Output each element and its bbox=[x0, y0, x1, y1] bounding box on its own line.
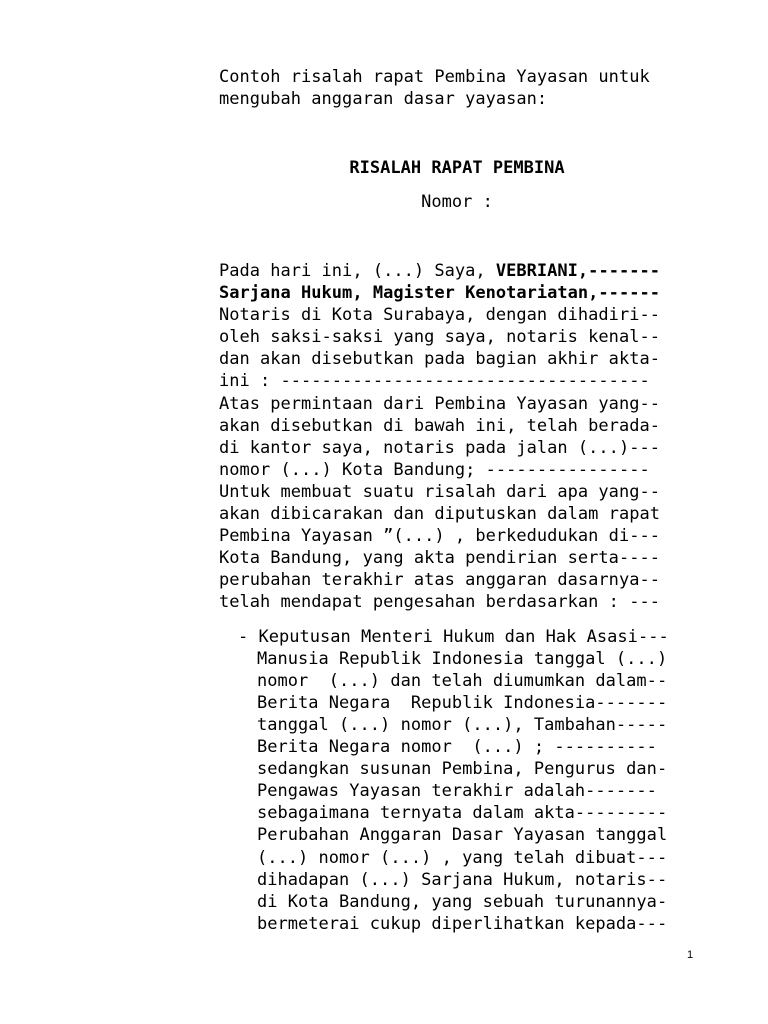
body-line: nomor (...) Kota Bandung; ---------------- bbox=[219, 460, 650, 480]
bullet-continuation: sedangkan susunan Pembina, Pengurus dan- bbox=[257, 759, 668, 779]
notary-name: VEBRIANI,------- bbox=[495, 261, 660, 281]
bullet-continuation: Berita Negara Republik Indonesia------- bbox=[257, 693, 668, 713]
bullet-continuation: Berita Negara nomor (...) ; ---------- bbox=[257, 737, 657, 757]
body-line: di kantor saya, notaris pada jalan (...)--- bbox=[219, 438, 660, 458]
body-line: Untuk membuat suatu risalah dari apa yang-- bbox=[219, 482, 660, 502]
body-line: perubahan terakhir atas anggaran dasarnya-- bbox=[219, 570, 660, 590]
bullet-continuation: (...) nomor (...) , yang telah dibuat--- bbox=[257, 848, 668, 868]
bullet-continuation: di Kota Bandung, yang sebuah turunannya- bbox=[257, 892, 668, 912]
bullet-continuation: sebagaimana ternyata dalam akta--------- bbox=[257, 803, 668, 823]
body-line: Pembina Yayasan ”(...) , berkedudukan di--- bbox=[219, 526, 660, 546]
page-number: 1 bbox=[687, 949, 694, 961]
document-title: RISALAH RAPAT PEMBINA bbox=[349, 158, 565, 178]
body-line: akan dibicarakan dan diputuskan dalam rapat bbox=[219, 504, 660, 524]
opening-text: Pada hari ini, (...) Saya, bbox=[219, 261, 496, 281]
body-line: Notaris di Kota Surabaya, dengan dihadiri-- bbox=[219, 305, 660, 325]
bullet-continuation: Pengawas Yayasan terakhir adalah------- bbox=[257, 781, 657, 801]
bullet-continuation: Perubahan Anggaran Dasar Yayasan tanggal bbox=[257, 825, 668, 845]
document-number: Nomor : bbox=[421, 192, 493, 212]
bullet-continuation: Manusia Republik Indonesia tanggal (...) bbox=[257, 649, 668, 669]
bullet-continuation: nomor (...) dan telah diumumkan dalam-- bbox=[257, 671, 668, 691]
body-line: oleh saksi-saksi yang saya, notaris kenal-- bbox=[219, 327, 660, 347]
body-line: Kota Bandung, yang akta pendirian serta---- bbox=[219, 548, 660, 568]
body-line: ini : ------------------------------------ bbox=[219, 371, 650, 391]
body-line: telah mendapat pengesahan berdasarkan : --- bbox=[219, 592, 660, 612]
bullet-continuation: bermeterai cukup diperlihatkan kepada--- bbox=[257, 914, 668, 934]
opening-line-1 bbox=[219, 260, 660, 282]
body-line: Atas permintaan dari Pembina Yayasan yang-- bbox=[219, 394, 660, 414]
intro-line-1: Contoh risalah rapat Pembina Yayasan untuk bbox=[219, 67, 650, 87]
body-line: akan disebutkan di bawah ini, telah berada- bbox=[219, 416, 660, 436]
bullet-continuation: tanggal (...) nomor (...), Tambahan----- bbox=[257, 715, 668, 735]
bullet-continuation: dihadapan (...) Sarjana Hukum, notaris-- bbox=[257, 870, 668, 890]
body-line: dan akan disebutkan pada bagian akhir akta- bbox=[219, 349, 660, 369]
intro-line-2: mengubah anggaran dasar yayasan: bbox=[219, 89, 548, 109]
notary-title: Sarjana Hukum, Magister Kenotariatan,------ bbox=[219, 283, 660, 303]
bullet-item: - Keputusan Menteri Hukum dan Hak Asasi--- bbox=[238, 627, 669, 647]
